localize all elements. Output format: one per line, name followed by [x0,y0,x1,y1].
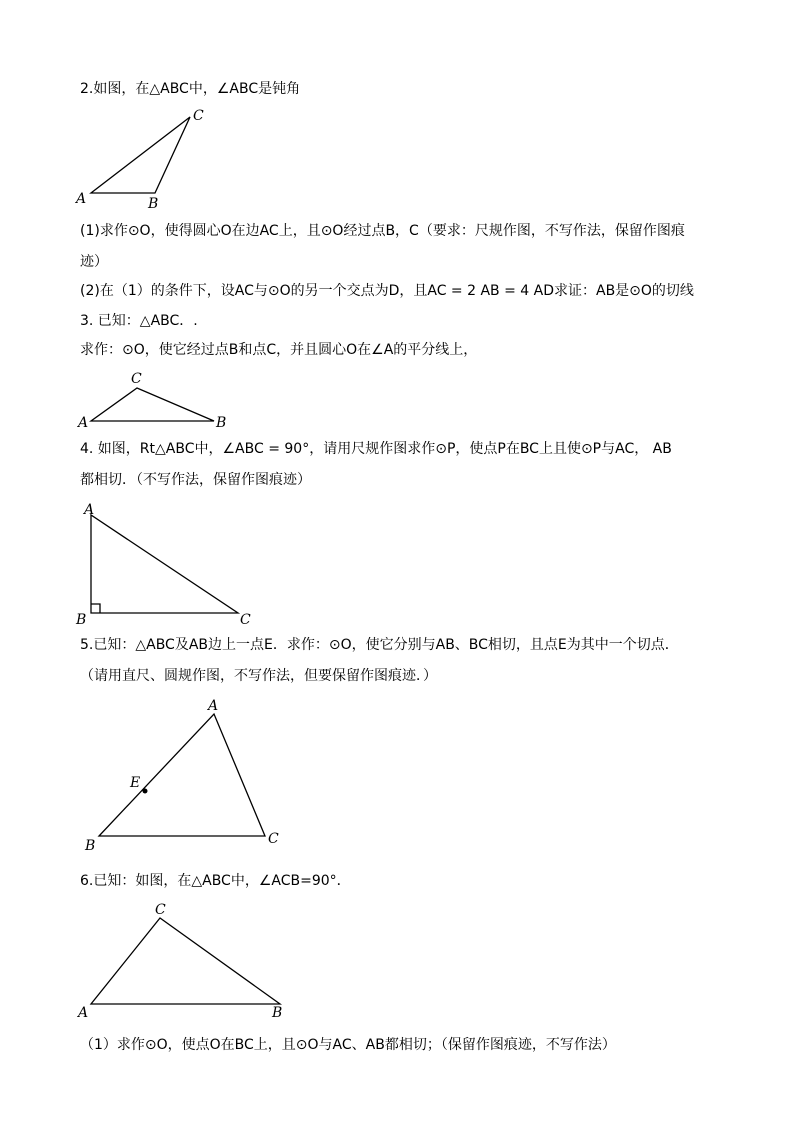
triangle-abc-obtuse [91,117,190,193]
problem-5-line-1: 5.已知：△ABC及AB边上一点E．求作：⊙O，使它分别与AB、BC相切，且点E为其中一个切点． [80,637,679,653]
point-e-dot [143,789,148,794]
label-c: C [131,371,142,387]
problem-3-title: 3. 已知：△ABC．. [80,313,198,329]
label-a: A [76,191,87,207]
problem-6-triangle [76,902,282,1021]
problem-5-triangle [84,698,279,854]
problem-4-triangle [75,502,251,628]
problem-2-title: 2.如图，在△ABC中，∠ABC是钝角 [80,81,301,97]
label-e: E [130,775,141,791]
problem-3-triangle [76,371,226,431]
label-b: B [148,196,159,212]
problem-5-line-2: （请用直尺、圆规作图，不写作法，但要保留作图痕迹．） [80,668,437,684]
problem-4-line-2: 都相切．（不写作法，保留作图痕迹） [80,472,311,488]
label-a: A [208,698,219,714]
label-a: A [78,1005,89,1021]
right-triangle-abc [91,918,280,1004]
right-triangle-abc [91,515,238,613]
label-a: A [84,502,95,518]
problem-4-line-1: 4. 如图，Rt△ABC中，∠ABC = 90°，请用尺规作图求作⊙P，使点P在BC上且使⊙P与AC， AB [80,441,672,457]
label-b: B [76,612,87,628]
problem-6-part-1: （1）求作⊙O，使点O在BC上，且⊙O与AC、AB都相切；（保留作图痕迹，不写作法） [80,1037,616,1053]
problem-6-line-1: 6.已知：如图，在△ABC中，∠ACB=90°． [80,873,351,889]
right-angle-mark [91,604,100,613]
label-c: C [268,831,279,847]
problem-2-part-1: (1)求作⊙O，使得圆心O在边AC上，且⊙O经过点B，C（要求：尺规作图，不写作法，保留作图痕 [80,223,685,239]
label-c: C [193,108,204,124]
label-c: C [240,612,251,628]
label-a: A [78,415,89,431]
triangle-abc-flat [91,388,214,421]
triangle-abc [99,714,265,836]
problem-2-part-1-cont: 迹） [80,254,108,270]
label-b: B [216,415,227,431]
problem-2-part-2: (2)在（1）的条件下，设AC与⊙O的另一个交点为D，且AC = 2 AB = 4 AD求证：AB是⊙O的切线 [80,283,694,299]
label-b: B [85,838,96,854]
label-b: B [272,1005,283,1021]
label-c: C [155,902,166,918]
problem-3-requirement: 求作：⊙O，使它经过点B和点C，并且圆心O在∠A的平分线上， [80,342,478,358]
problem-2-triangle [74,108,204,212]
